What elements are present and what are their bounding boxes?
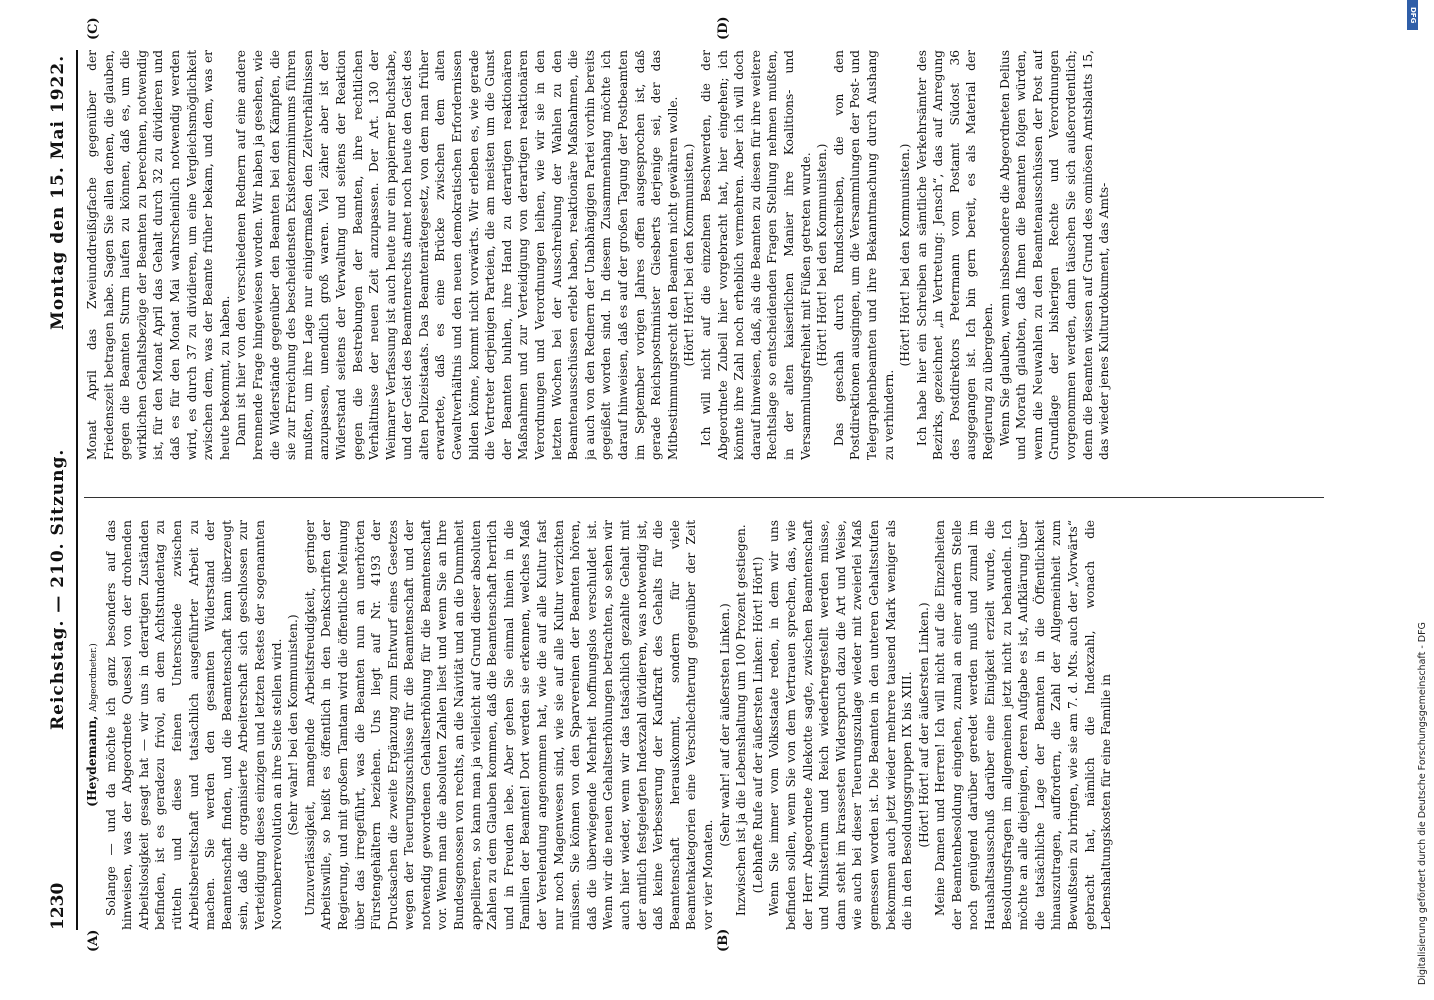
paragraph: Wenn Sie immer vom Volksstaate reden, in dem wir uns befinden sollen, wenn Sie von dem Vertrauen sprechen, das, wie der Herr Abgeordnete Allekotte sagte, zwischen Beamtenschaft und Ministerium und Reich wiederhergestellt werden müsse, dann steht im krassesten Widerspruch dazu die Art und Weise, wie auch bei dieser Teuerungszulage wieder mit zweierlei Maß gemessen worden ist. Die Beamten in den unteren Gehaltsstufen bekommen auch jetzt wieder mehrere tausend Mark weniger als die in den Besoldungsgruppen IX bis XIII. <box>767 520 915 930</box>
digitization-credit <box>1406 0 1434 1000</box>
interjection: (Hört! Hört! bei den Kommunisten.) <box>815 143 830 367</box>
paragraph: Wenn Sie glauben, wenn insbesondere die Abgeordneten Delius und Morath glaubten, daß Ihnen die Beamten folgen würden, wenn die Neuwahlen zu den Beamtenausschüssen der Post auf Grundlage der bisherigen Rechte und Verordnungen vorgenommen werden, dann täuschen Sie sich außerordentlich; denn die Beamten wissen auf Grund des ominösen Amtsblatts 15, das wieder jenes Kulturdokument, das Amts- <box>997 50 1112 460</box>
header-rule <box>76 50 78 930</box>
interjection: (Sehr wahr! bei den Kommunisten.) <box>286 614 301 836</box>
speaker-line <box>84 520 103 930</box>
margin-marker-d: (D) <box>716 16 731 40</box>
margin-marker-b: (B) <box>716 928 731 952</box>
interjection: (Hört! Hört! auf der äußersten Linken.) <box>916 602 931 848</box>
page-number: 1230 <box>48 882 68 930</box>
speaker-note: Abgeordneter.) <box>89 643 99 712</box>
margin-marker-a: (A) <box>86 929 101 952</box>
session-date: Montag den 15. Mai 1922. <box>48 54 68 330</box>
paragraph: Meine Damen und Herren! Ich will nicht auf die Einzelheiten der Beamtenbesoldung eingehen, zumal an einer andern Stelle noch genügend darüber geredet werden muß und zumal im Haushaltsausschuß darüber eine Einigkeit erzielt wurde, die Besoldungsfragen im allgemeinen jetzt nicht zu behandeln. Ich möchte an alle diejenigen, deren Aufgabe es ist, Aufklärung über die tatsächliche Lage der Beamten in die Öffentlichkeit hinauszutragen, auffordern, die Zahl der Allgemeinheit zum Bewußtsein zu bringen, wie sie am 7. d. Mts. auch der „Vorwärts“ gebracht hat, nämlich die Indexzahl, wonach die Lebenshaltungskosten für eine Familie in <box>933 520 1114 930</box>
paragraph: Inzwischen ist ja die Lebenshaltung um 100 Prozent gestiegen. <box>734 524 749 916</box>
running-title: Reichstag. — 210. Sitzung. <box>48 448 68 730</box>
credit-text: Digitalisierung gefördert durch die Deutsche Forschungsgemeinschaft - DFG <box>1417 622 1428 985</box>
interjection: (Hört! Hört! bei den Kommunisten.) <box>898 143 913 367</box>
dfg-logo: DFG <box>1407 0 1418 30</box>
paragraph: Unzuverlässigkeit, mangelnde Arbeitsfreudigkeit, geringer Arbeitswille, so heißt es öffentlich in den Denkschriften der Regierung, und mit großem Tamtam wird die öffentliche Meinung über das irregeführt, was die Beamten nun an unerhörten Fürstengehältern beziehen. Uns liegt auf Nr. 4193 der Drucksachen die zweite Ergänzung zum Entwurf eines Gesetzes wegen der Teuerungszuschüsse für die Beamtenschaft und der notwendig gewordenen Gehaltserhöhung für die Beamtenschaft vor. Wenn man die absoluten Zahlen liest und wenn Sie an Ihre Bundesgenossen von rechts, an die Naivität und an die Dummheit appellieren, so kann man ja vielleicht auf Grund dieser absoluten Zahlen zu dem Glauben kommen, daß die Beamtenschaft herrlich und in Freuden lebe. Aber gehen Sie einmal hinein in die Familien der Beamten! Dort werden sie erkennen, welches Maß der Verelendung angenommen hat, wie die auf alle Kultur fast nur noch Magenwesen sind, wie sie auf alle Kultur verzichten müssen. Sie können von den Sparvereinen der Beamten hören, daß die überwiegende Mehrheit hoffnungslos verschuldet ist. Wenn wir die neuen Gehaltserhöhungen betrachten, so sehen wir auch hier wieder, wenn wir das tatsächlich gezahlte Gehalt mit der amtlich festgelegten Indexzahl dividieren, was notwendig ist, daß keine Verbesserung der Kaufkraft des Gehalts für die Beamtenschaft herauskommt, sondern für viele Beamtenkategorien eine Verschlechterung gegenüber der Zeit vor vier Monaten. <box>302 520 715 930</box>
paragraph: Solange — und da möchte ich ganz besonders auf das hinweisen, was der Abgeordnete Quessel von der drohenden Arbeitslosigkeit gesagt hat — wir uns in derartigen Zuständen befinden, ist es geradezu frivol, an dem Achtstundentag zu rütteln und diese feinen Unterschiede zwischen Arbeitsbereitschaft und tatsächlich ausgeführter Arbeit zu machen. Sie werden den gesamten Widerstand der Beamtenschaft finden, und die Beamtenschaft kann überzeugt sein, daß die organisierte Arbeiterschaft sich geschlossen zur Verteidigung dieses einzigen und letzten Restes der sogenannten Novemberrevolution an ihre Seite stellen wird. <box>103 520 284 930</box>
left-column <box>84 520 1324 930</box>
speaker-name: (Heydemann, <box>85 715 99 807</box>
interjection: (Hört! Hört! bei den Kommunisten.) <box>682 143 697 367</box>
margin-marker-c: (C) <box>86 17 101 40</box>
page-header <box>46 50 72 930</box>
interjection: (Sehr wahr! auf der äußersten Linken.) <box>717 603 732 847</box>
right-column <box>84 50 1324 460</box>
paragraph: Ich habe hier ein Schreiben an sämtliche Verkehrsämter des Bezirks, gezeichnet „in Vertretung: Jensch“, das auf Anregung des Postdirektors Petermann vom Postamt Südost 36 ausgegangen ist. Ich bin gern bereit, es als Material der Regierung zu übergeben. <box>914 50 996 460</box>
paragraph: Dann ist hier von den verschiedenen Rednern auf eine andere brennende Frage hingewiesen worden. Wir haben ja gesehen, wie die Widerstände gegenüber den Beamten bei den Kämpfen, die sie zur Erreichung des bescheidensten Existenzminimums führen mußten, um ihre Lage nur einigermaßen den Zeitverhältnissen anzupassen, unendlich groß waren. Viel zäher aber ist der Widerstand seitens der Verwaltung und seitens der Reaktion gegen die Bestrebungen der Beamten, ihre rechtlichen Verhältnisse der neuen Zeit anzupassen. Der Art. 130 der Weimarer Verfassung ist auch heute nur ein papierner Buchstabe, und der Geist des Beamtenrechts atmet noch heute den Geist des alten Polizeistaats. Das Beamtenrätegesetz, von dem man früher erwartete, daß es eine Brücke zwischen dem alten Gewaltverhältnis und den neuen demokratischen Erfordernissen bilden könne, kommt nicht vorwärts. Wir erleben es, wie gerade die Vertreter derjenigen Parteien, die am meisten um die Gunst der Beamten buhlen, ihre Hand zu derartigen reaktionären Maßnahmen und zur Verteidigung von derartigen reaktionären Verordnungen und Verordnungen leihen, wie wir sie in den letzten Wochen bei der Ausschreibung der Wahlen zu den Beamtenausschüssen erlebt haben, reaktionäre Maßnahmen, die ja auch von den Rednern der Unabhängigen Partei vorhin bereits gegeißelt worden sind. In diesem Zusammenhang möchte ich darauf hinweisen, daß es auf der großen Tagung der Postbeamten im September vorigen Jahres offen ausgesprochen ist, daß gerade Reichspostminister Giesberts derjenige sei, der das Mitbestimmungsrecht den Beamten nicht gewähren wolle. <box>234 50 680 460</box>
paragraph: Das geschah durch Rundschreiben, die von den Postdirektionen ausgingen, um die Versammlungen der Post- und Telegraphenbeamten und ihre Bekanntmachung durch Aushang zu verhindern. <box>831 50 896 460</box>
column-separator <box>84 497 1324 498</box>
paragraph: Monat April das Zweiunddreißigfache gegenüber der Friedenszeit betragen habe. Sagen Sie allen denen, die glauben, gegen die Beamten Sturm laufen zu können, daß es, um die wirklichen Gehaltsbezüge der Beamten zu berechnen, notwendig ist, für den Monat April das Gehalt durch 32 zu dividieren und daß es für den Monat Mai wahrscheinlich notwendig werden wird, es durch 37 zu dividieren, um eine Vergleichsmöglichkeit zwischen dem, was der Beamte früher bekam, und dem, was er heute bekommt, zu haben. <box>85 50 232 460</box>
interjection: (Lebhafte Rufe auf der äußersten Linken: Hört! Hört!) <box>750 556 765 894</box>
paragraph: Ich will nicht auf die einzelnen Beschwerden, die der Abgeordnete Zubeil hier vorgebracht hat, hier eingehen; ich könnte ihre Zahl noch erheblich vermehren. Aber ich will doch darauf hinweisen, daß, als die Beamten zu diesen für ihre weitere Rechtslage so entscheidenden Fragen Stellung nehmen mußten, in der alten kaiserlichen Manier ihre Koalitions- und Versammlungsfreiheit mit Füßen getreten wurde. <box>698 50 813 460</box>
